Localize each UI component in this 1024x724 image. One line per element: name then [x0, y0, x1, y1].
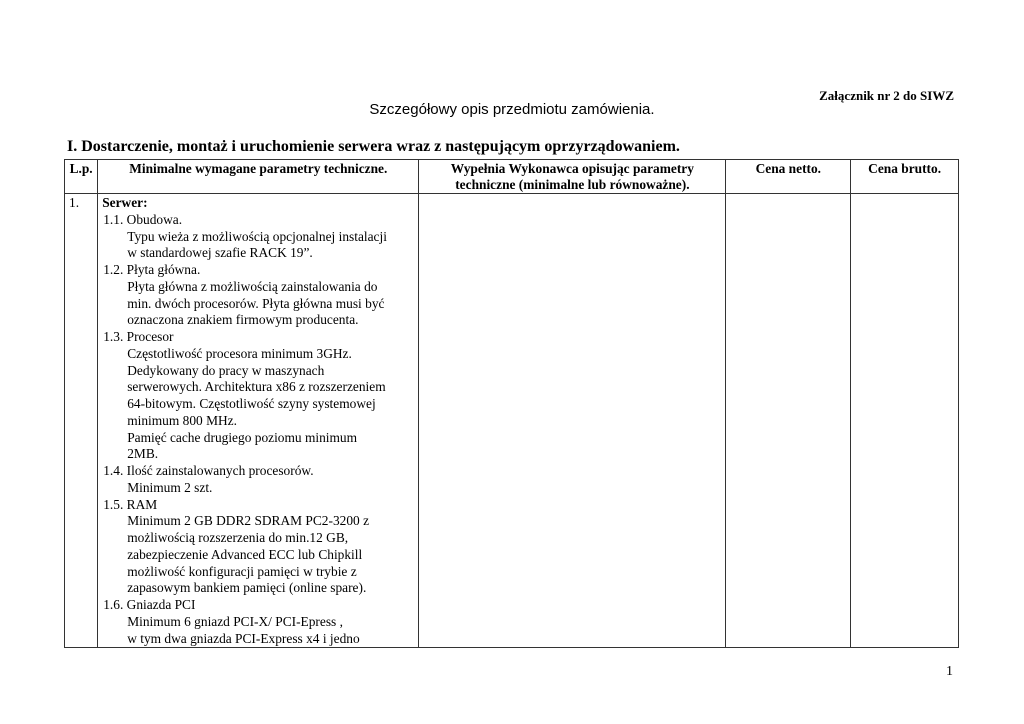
contractor-cell	[419, 194, 726, 648]
gross-price-cell	[851, 194, 959, 648]
spec-section	[102, 212, 418, 262]
spec-section-line: oznaczona znakiem firmowym producenta.	[127, 312, 359, 328]
spec-section-line: możliwość konfiguracji pamięci w trybie z	[127, 563, 357, 579]
spec-section-line: Minimum 6 gniazd PCI-X/ PCI-Epress ,	[127, 613, 343, 629]
params-cell	[98, 194, 419, 648]
spec-section-heading: 1.5. RAM	[103, 496, 158, 512]
spec-section-line: w tym dwa gniazda PCI-Express x4 i jedno	[127, 630, 360, 646]
spec-section-line: Płyta główna z możliwością zainstalowania do	[127, 278, 378, 294]
page-number: 1	[946, 664, 953, 679]
spec-section-line: Minimum 2 GB DDR2 SDRAM PC2-3200 z	[127, 513, 370, 529]
spec-section-line: serwerowych. Architektura x86 z rozszerzeniem	[127, 379, 386, 395]
header-contractor: Wypełnia Wykonawca opisując parametry techniczne (minimalne lub równoważne).	[419, 160, 726, 194]
spec-section	[102, 497, 418, 598]
table-row	[65, 194, 959, 648]
spec-section-line: w standardowej szafie RACK 19”.	[127, 245, 313, 261]
document-title: Szczegółowy opis przedmiotu zamówienia.	[369, 101, 655, 118]
spec-section-line: Minimum 2 szt.	[127, 479, 213, 495]
spec-section-heading: 1.1. Obudowa.	[103, 211, 183, 227]
header-params: Minimalne wymagane parametry techniczne.	[98, 160, 419, 194]
item-title: Serwer:	[102, 195, 148, 210]
row-number: 1.	[65, 194, 98, 648]
spec-section-heading: 1.2. Płyta główna.	[103, 262, 201, 277]
spec-section	[102, 262, 418, 329]
spec-section-line: możliwością rozszerzenia do min.12 GB,	[127, 530, 349, 545]
spec-section	[102, 329, 418, 463]
header-net-price: Cena netto.	[726, 160, 851, 194]
table-header-row	[65, 160, 959, 194]
spec-section-line: Dedykowany do pracy w maszynach	[127, 362, 325, 378]
spec-section-line: minimum 800 MHz.	[127, 412, 237, 428]
spec-section-heading: 1.4. Ilość zainstalowanych procesorów.	[103, 463, 314, 478]
spec-section	[102, 597, 418, 647]
spec-section-line: Typu wieża z możliwością opcjonalnej instalacji	[127, 228, 387, 244]
spec-section-line: Częstotliwość procesora minimum 3GHz.	[127, 345, 352, 361]
section-title: I. Dostarczenie, montaż i uruchomienie serwera wraz z następującym oprzyrządowaniem.	[67, 138, 680, 155]
specification-table	[64, 159, 959, 648]
spec-section-line: Pamięć cache drugiego poziomu minimum	[127, 429, 358, 445]
spec-section	[102, 463, 418, 497]
annex-label: Załącznik nr 2 do SIWZ	[819, 88, 954, 103]
net-price-cell	[726, 194, 851, 648]
spec-section-heading: 1.3. Procesor	[103, 329, 174, 344]
spec-section-line: 64-bitowym. Częstotliwość szyny systemowej	[127, 396, 376, 411]
spec-sections	[102, 212, 418, 648]
spec-section-line: min. dwóch procesorów. Płyta główna musi być	[127, 295, 385, 311]
spec-section-line: zabezpieczenie Advanced ECC lub Chipkill	[127, 546, 363, 562]
header-lp: L.p.	[65, 160, 98, 194]
spec-section-line: zapasowym bankiem pamięci (online spare).	[127, 580, 367, 596]
header-gross-price: Cena brutto.	[851, 160, 959, 194]
spec-section-heading: 1.6. Gniazda PCI	[103, 597, 196, 612]
spec-section-line: 2MB.	[127, 446, 159, 462]
